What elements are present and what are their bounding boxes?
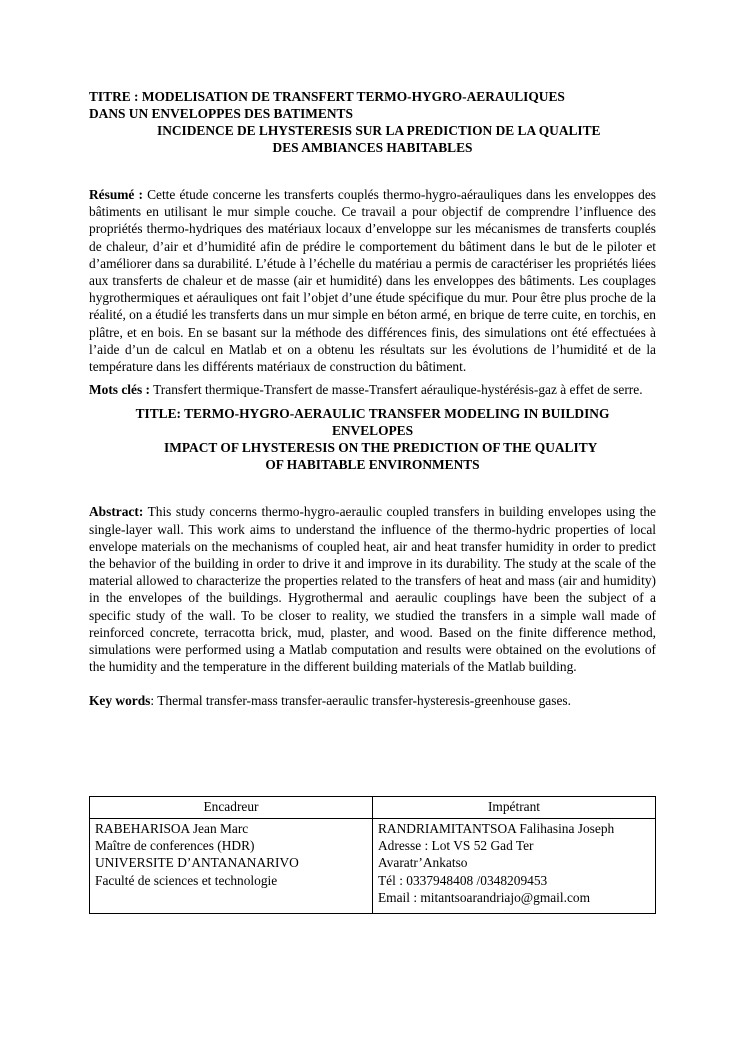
encadreur-line: Maître de conferences (HDR)	[95, 838, 255, 854]
encadreur-cell	[90, 819, 373, 914]
french-subtitle-line-1: INCIDENCE DE LHYSTERESIS SUR LA PREDICTION DE LA QUALITE	[157, 123, 601, 138]
encadreur-line: Faculté de sciences et technologie	[95, 872, 278, 888]
abstract-text: This study concerns thermo-hygro-aeraulic coupled transfers in building envelopes using the single-layer wall. This work aims to understand the influence of the thermo-hydric properties of local envelope materials on the mechanisms of coupled heat, air and heat transfer humidity in order to predict the behavior of the building in order to drive it and improve in its durability. The study at the scale of the material allowed to characterize the properties related to the transfers of heat and mass (air and humidity) in the envelopes of the buildings. Hygrothermal and aeraulic couplings have been the subject of a specific study of the wall. To be closer to reality, we studied the transfers in a simple wall made of reinforced concrete, terracotta brick, mud, plaster, and wood. Based on the finite difference method, simulations were performed using a Matlab computation and results were obtained on the evolutions of the humidity and the temperature in the different building materials of the Matlab building.	[89, 504, 657, 675]
french-title-line-1: TITRE : MODELISATION DE TRANSFERT TERMO-HYGRO-AERAULIQUES	[89, 89, 565, 104]
impetrant-line: Avaratr’Ankatso	[378, 855, 468, 871]
impetrant-email[interactable]: Email : mitantsoarandriajo@gmail.com	[378, 889, 591, 905]
key-words-text: : Thermal transfer-mass transfer-aeraulic transfer-hysteresis-greenhouse gases.	[150, 693, 571, 709]
french-subtitle-line-2: DES AMBIANCES HABITABLES	[272, 140, 473, 155]
signature-table-body-row	[90, 819, 656, 914]
resume-text: Cette étude concerne les transferts couplés thermo-hygro-aérauliques dans les enveloppes des bâtiments en utilisant le mur simple couche. Ce travail a pour objectif de comprendre l’influence des propriétés thermo-hydriques des matériaux locaux d’enveloppe sur les mécanismes de transferts couplés de chaleur, d’air et d’humidité afin de prédire le comportement du bâtiment dans le but de le piloter et d’améliorer dans sa durabilité. L’étude à l’échelle du matériau a permis de caractériser les propriétés liées aux transferts de chaleur et de masse (air et humidité) dans les enveloppes des bâtiments. Les couplages hygrothermiques et aérauliques ont fait l’objet d’une étude spécifique du mur. Pour être plus proche de la réalité, on a étudié les transferts dans un mur simple en béton armé, en brique de terre cuite, en torchis, en plâtre, et en bois. En se basant sur la méthode des différences finis, des simulations ont été effectuées à l’aide d’un de calcul en Matlab et on a obtenu les résultats sur les évolutions de l’humidité et de la température dans les différents matériaux de construction du bâtiment.	[89, 187, 656, 375]
encadreur-line: RABEHARISOA Jean Marc	[95, 821, 249, 836]
resume-label: Résumé :	[89, 187, 143, 202]
english-keywords	[89, 692, 656, 709]
french-resume	[89, 186, 656, 375]
french-title-line-2: DANS UN ENVELOPPES DES BATIMENTS	[89, 106, 353, 121]
impetrant-line: Tél : 0337948408 /0348209453	[378, 872, 548, 888]
impetrant-cell	[373, 819, 656, 914]
document-page	[89, 88, 656, 710]
french-title	[89, 88, 656, 156]
signature-table-header-row	[90, 797, 656, 819]
mots-cles-label: Mots clés :	[89, 382, 150, 398]
abstract-label: Abstract:	[89, 504, 144, 520]
impetrant-header: Impétrant	[373, 797, 656, 819]
english-subtitle-line-2: OF HABITABLE ENVIRONMENTS	[265, 457, 480, 473]
french-keywords	[89, 381, 656, 398]
signature-table	[89, 796, 656, 914]
encadreur-line: UNIVERSITE D’ANTANANARIVO	[95, 855, 299, 871]
english-title-line-2: ENVELOPES	[331, 423, 414, 439]
english-title-line-1: TITLE: TERMO-HYGRO-AERAULIC TRANSFER MODELING IN BUILDING	[135, 406, 610, 422]
key-words-label: Key words	[89, 693, 151, 709]
mots-cles-text: Transfert thermique-Transfert de masse-Transfert aéraulique-hystérésis-gaz à effet de serre.	[153, 382, 643, 398]
encadreur-header: Encadreur	[90, 797, 373, 819]
english-subtitle-line-1: IMPACT OF LHYSTERESIS ON THE PREDICTION OF THE QUALITY	[164, 440, 598, 456]
english-abstract	[89, 503, 656, 675]
english-title	[89, 405, 656, 473]
impetrant-line: Adresse : Lot VS 52 Gad Ter	[378, 838, 534, 854]
impetrant-line: RANDRIAMITANTSOA Falihasina Joseph	[378, 821, 615, 836]
